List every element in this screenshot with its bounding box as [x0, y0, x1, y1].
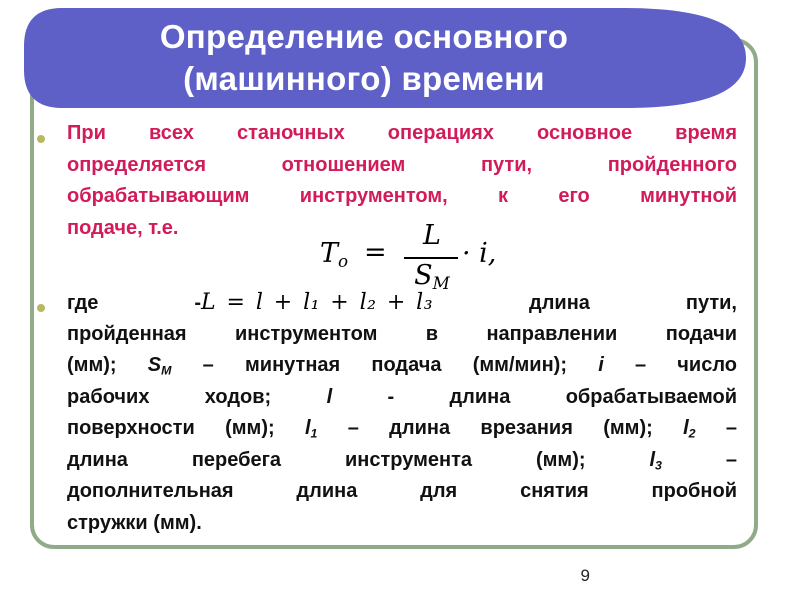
formula-denominator: $S_M$ [414, 260, 450, 294]
paragraph-line: определяется отношением пути, пройденного [67, 153, 737, 176]
paragraph-legend [67, 287, 737, 539]
formula-numerator: L [423, 220, 441, 251]
paragraph-line: поверхности (мм); $l_1$ – длина врезания (мм); $l_2$ – [67, 417, 737, 441]
formula-lhs: $T_o$ [320, 238, 349, 272]
paragraph-line: пройденная инструментом в направлении подачи [67, 322, 737, 345]
paragraph-line: дополнительная длина для снятия пробной [67, 480, 737, 502]
paragraph-line: длина перебега инструмента (мм); $l_3$ – [67, 448, 737, 473]
formula-fraction-bar [404, 257, 458, 259]
slide-title-line-1: Определение основного [159, 18, 569, 55]
slide-title-line-2: (машинного) времени [183, 60, 545, 97]
paragraph-line: стружки (мм). [67, 511, 202, 534]
slide-title [24, 16, 704, 100]
paragraph-line: При всех станочных операциях основное время [67, 122, 737, 144]
title-banner [24, 8, 746, 108]
bullet-dot-2 [37, 304, 45, 312]
formula-tail: · i, [462, 238, 497, 269]
page-number: 9 [580, 566, 590, 585]
paragraph-line: обрабатывающим инструментом, к его минутной [67, 185, 737, 207]
paragraph-line: где -L = l + l₁ + l₂ + l₃ длина пути, [67, 287, 737, 319]
formula-equals: = [364, 237, 387, 268]
paragraph-line: рабочих ходов; l - длина обрабатываемой [67, 385, 738, 408]
paragraph-line: (мм); $S_M$ – минутная подача (мм/мин); i – число [67, 354, 737, 378]
bullet-dot-1 [37, 135, 45, 143]
paragraph-line: подаче, т.е. [67, 216, 179, 239]
length-formula: L = l + l₁ + l₂ + l₃ [201, 290, 434, 315]
